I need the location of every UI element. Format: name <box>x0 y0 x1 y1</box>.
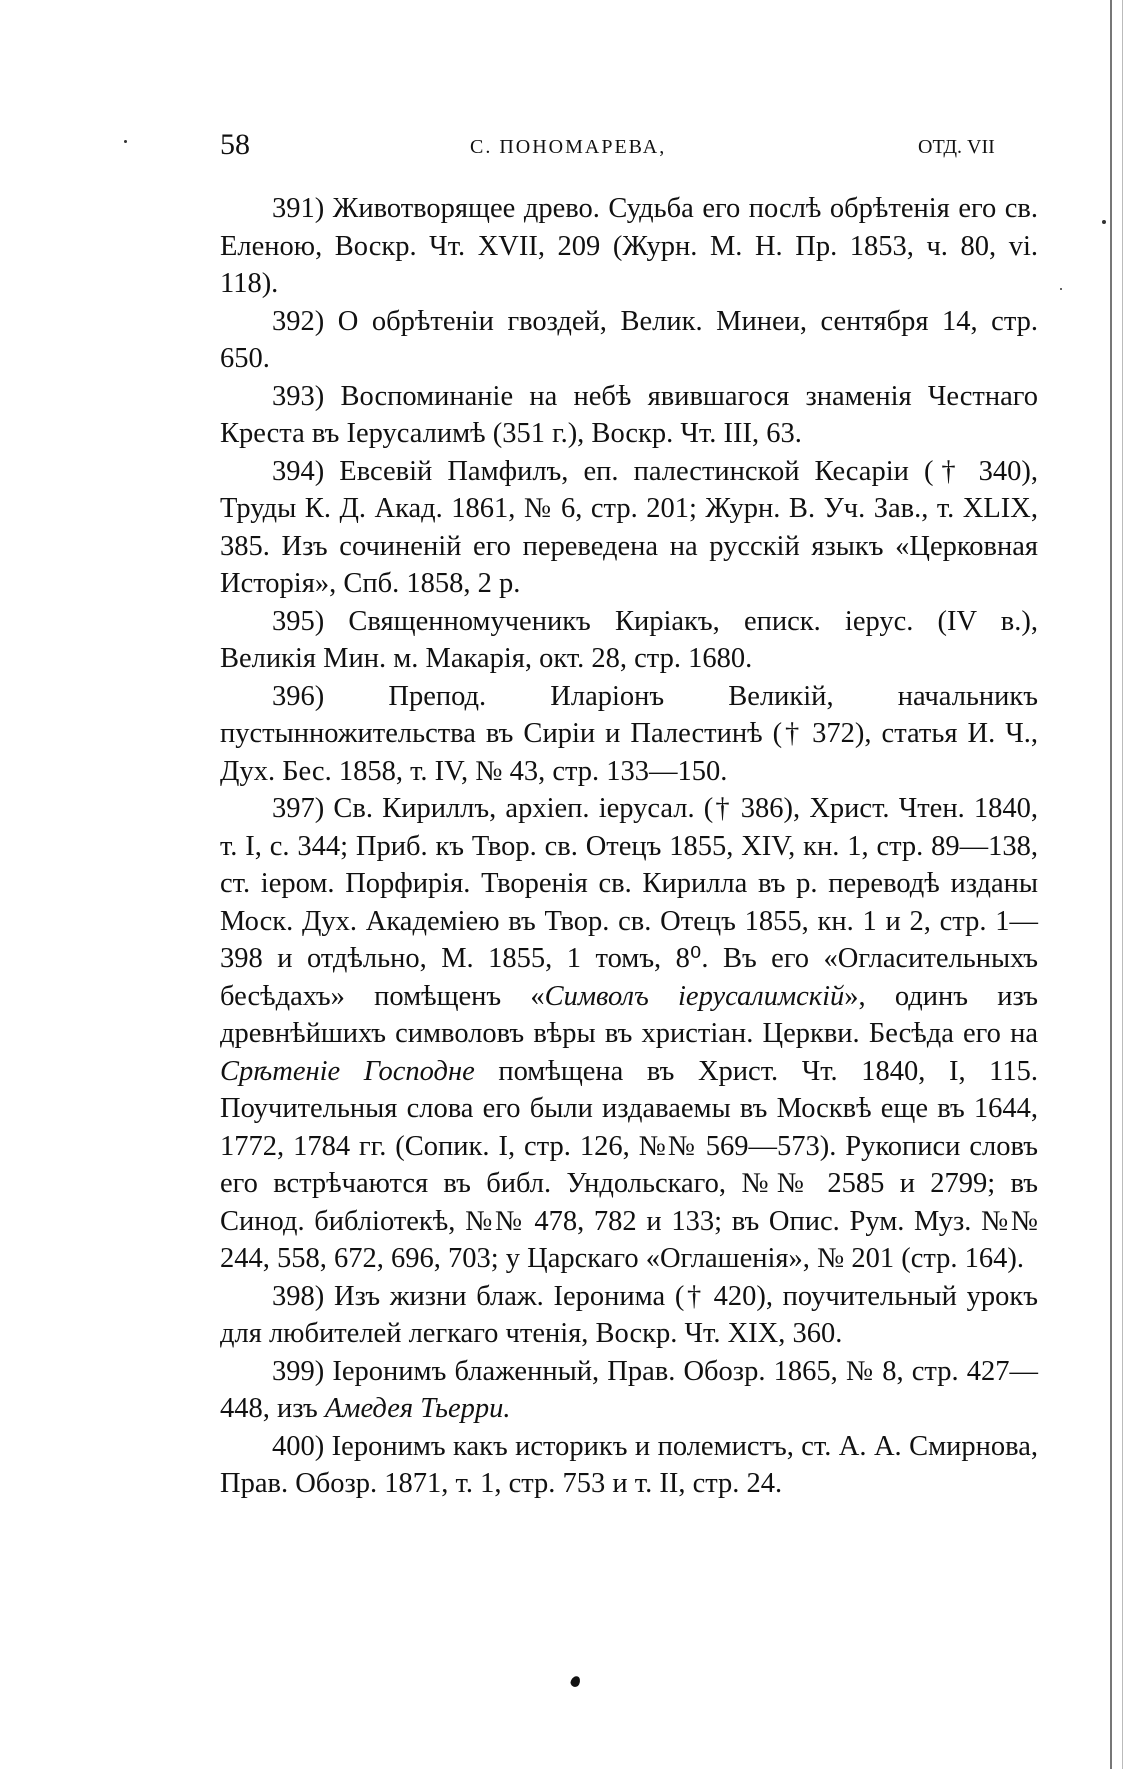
entry-399-text-1: 399) Іеронимъ блаженный, Прав. Обозр. 1865, № 8, стр. 427—448, изъ <box>220 1355 1038 1424</box>
entry-397-italic-title-2: Срѣтеніе Господне <box>220 1055 475 1087</box>
entry-397-text-3: помѣщена въ Христ. Чт. 1840, I, 115. Поучительныя слова его были издаваемы въ Москвѣ еще въ 1644, 1772, 1784 гг. (Сопик. I, стр. 126, №№ 569—573). Рукописи словъ его встрѣчаются въ библ. Ундольскаго, №№ 2585 и 2799; въ Синод. библіотекѣ, №№ 478, 782 и 133; въ Опис. Рум. Муз. №№ 244, 558, 672, 696, 703; у Царскаго «Оглашенія», № 201 (стр. 164). <box>220 1055 1038 1274</box>
entry-391: 391) Животворящее древо. Судьба его послѣ обрѣтенія его св. Еленою, Воскр. Чт. XVII, 209 (Журн. М. Н. Пр. 1853, ч. 80, vi. 118). <box>220 193 1038 299</box>
scan-edge-line <box>1110 0 1112 1769</box>
page-number: 58 <box>220 128 250 161</box>
entry-397 <box>220 790 1038 1278</box>
scan-speck <box>1102 220 1106 224</box>
entry-397-italic-title-1: Символъ іерусалимскій <box>544 980 845 1012</box>
entry-400: 400) Іеронимъ какъ историкъ и полемистъ, ст. А. А. Смирнова, Прав. Обозр. 1871, т. 1, стр. 753 и т. II, стр. 24. <box>220 1430 1038 1499</box>
running-title: С. ПОНОМАРЕВА, <box>470 136 667 158</box>
entry-395: 395) Священномученикъ Киріакъ, еписк. іерус. (IV в.), Великія Мин. м. Макарія, окт. 28, стр. 1680. <box>220 605 1038 674</box>
entry-397-text-2: », одинъ изъ древнѣйшихъ символовъ вѣры въ христіан. Церкви. Бесѣда его на <box>220 980 1038 1049</box>
entry-393: 393) Воспоминаніе на небѣ явившагося знаменія Честнаго Креста въ Іерусалимѣ (351 г.), Воскр. Чт. III, 63. <box>220 380 1038 449</box>
scan-speck <box>124 140 127 143</box>
scan-edge-line-secondary <box>1122 0 1123 1769</box>
entry-399-italic-author: Амедея Тьерри. <box>324 1393 511 1424</box>
entry-392: 392) О обрѣтеніи гвоздей, Велик. Минеи, сентября 14, стр. 650. <box>220 305 1038 374</box>
ink-blot-mark <box>569 1675 582 1689</box>
scan-speck <box>1060 288 1062 290</box>
entry-399 <box>220 1353 1038 1428</box>
entry-398: 398) Изъ жизни блаж. Іеронима († 420), поучительный урокъ для любителей легкаго чтенія, Воскр. Чт. XIX, 360. <box>220 1280 1038 1349</box>
page-header <box>220 128 1040 168</box>
entry-394: 394) Евсевій Памфилъ, еп. палестинской Кесаріи († 340), Труды К. Д. Акад. 1861, № 6, стр. 201; Журн. В. Уч. Зав., т. XLIX, 385. Изъ сочиненій его переведена на русскій языкъ «Церковная Исторія», Спб. 1858, 2 р. <box>220 455 1038 599</box>
bibliography-body <box>220 190 1038 1503</box>
entry-397-text-1: 397) Св. Кириллъ, архіеп. іерусал. († 386), Христ. Чтен. 1840, т. I, с. 344; Приб. къ Твор. св. Отецъ 1855, XIV, кн. 1, стр. 89—138, ст. іером. Порфирія. Творенія св. Кирилла въ р. переводѣ изданы Моск. Дух. Академіею въ Твор. св. Отецъ 1855, кн. 1 и 2, стр. 1—398 и отдѣльно, М. 1855, 1 томъ, 8⁰. Въ его «Огласительныхъ бесѣдахъ» помѣщенъ « <box>220 793 1038 1012</box>
entry-396: 396) Препод. Иларіонъ Великій, начальникъ пустынножительства въ Сиріи и Палестинѣ († 372), статья И. Ч., Дух. Бес. 1858, т. IV, № 43, стр. 133—150. <box>220 680 1038 787</box>
section-label: ОТД. VII <box>918 136 995 158</box>
